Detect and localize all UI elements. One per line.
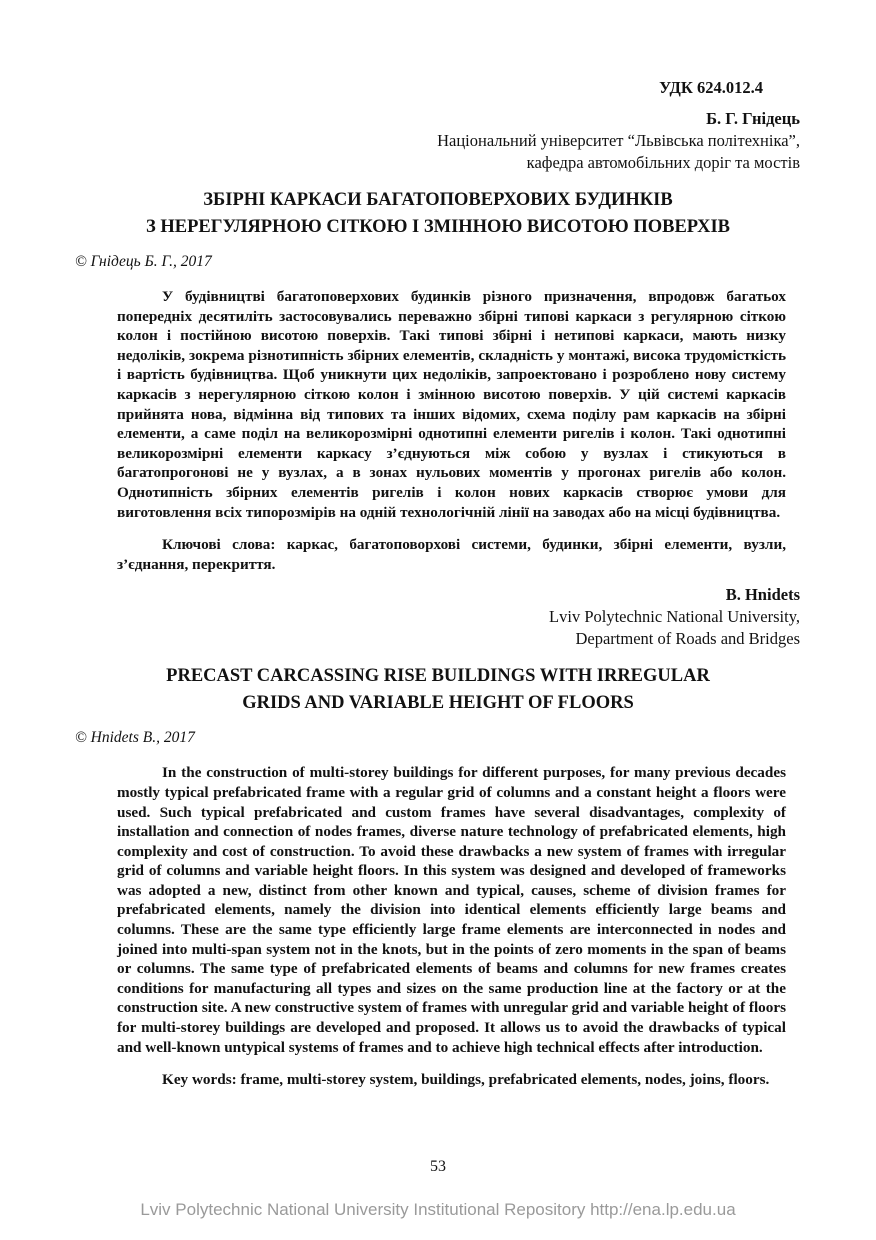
en-author-block: [0, 584, 876, 650]
en-author-name: B. Hnidets: [725, 585, 800, 605]
ua-author-block: [0, 108, 876, 174]
ua-title-line2: З НЕРЕГУЛЯРНОЮ СІТКОЮ І ЗМІННОЮ ВИСОТОЮ ПОВЕРХІВ: [145, 217, 730, 237]
ua-affiliation-line1: Національний університет “Львівська політехніка”,: [437, 131, 800, 150]
page-number: 53: [430, 1158, 446, 1175]
ua-paper-title: [0, 187, 876, 241]
ua-affiliation-line2: кафедра автомобільних доріг та мостів: [526, 153, 800, 172]
en-affiliation-line1: Lviv Polytechnic National University,: [549, 607, 800, 627]
ua-copyright-line: © Гнідець Б. Г., 2017: [75, 253, 212, 270]
en-affiliation-line2: Department of Roads and Bridges: [575, 629, 800, 649]
en-keywords: Key words: frame, multi-storey system, buildings, prefabricated elements, nodes, joins, floors.: [162, 1071, 770, 1089]
ua-abstract: У будівництві багатоповерхових будинків різного призначення, впродовж багатьох попередніх десятиліть застосовувались переважно збірні типові каркаси з регулярною сіткою колон і постійною висотою поверхів. Такі типові збірні і нетипові каркаси, мають низку недоліків, зокрема різнотипність збірних елементів, складність у монтажі, висока трудомісткість і вартість будівництва. Щоб уникнути цих недоліків, запроектовано і розроблено нову систему каркасів з нерегулярною сіткою колон і змінною висотою поверхів. У цій системі каркасів прийнята нова, відмінна від типових та інших відомих, схема поділу рам каркасів на збірні елементи, а саме поділ на великорозмірні однотипні елементи ригелів і колон. Такі однотипні великорозмірні елементи каркасу з’єднуються між собою у вузлах і стикуються в багатопрогонові не у вузлах, а в зонах нульових моментів у прогонах ригелів або колон. Однотипність збірних елементів ригелів і колон нових каркасів створює умови для виготовлення всіх типорозмірів на одній технологічній лінії на заводах або на місці будівництва.: [117, 288, 786, 521]
en-title-line1: PRECAST CARCASSING RISE BUILDINGS WITH IRREGULAR: [166, 666, 710, 687]
en-abstract: In the construction of multi-storey buildings for different purposes, for many previous decades mostly typical prefabricated frame with a regular grid of columns and a constant height a floors were used. Such typical prefabricated and custom frames have several disadvantages, complexity of installation and connection of nodes frames, diverse nature technology of prefabricated elements, high complexity and cost of construction. To avoid these drawbacks a new system of frames with irregular grid of columns and variable height floors. In this system was designed and developed of frameworks was adopted a new, distinct from other known and typical, causes, scheme of division frames for prefabricated elements, namely the division into identical elements efficiently large beams and columns. These are the same type efficiently large frame elements are interconnected in nodes and joined into multi-span system not in the knots, but in the points of zero moments in the span of beams or columns. The same type of prefabricated elements of beams and columns for new frames creates conditions for manufacturing all types and sizes on the same production line at the factory or at the construction site. A new constructive system of frames with unregular grid and variable height of floors for multi-storey buildings are developed and proposed. It allows us to avoid the drawbacks of typical and well-known untypical systems of frames and to achieve high technical effects after introduction.: [117, 764, 786, 1056]
ua-author-name: Б. Г. Гнідець: [706, 109, 800, 128]
en-copyright-line: © Hnidets B., 2017: [75, 729, 195, 747]
ua-title-line1: ЗБІРНІ КАРКАСИ БАГАТОПОВЕРХОВИХ БУДИНКІВ: [203, 190, 673, 210]
udc-number: УДК 624.012.4: [659, 78, 763, 97]
ua-keywords: Ключові слова: каркас, багатоповорхові системи, будинки, збірні елементи, вузли, з’єднання, перекриття.: [117, 536, 786, 573]
en-title-line2: GRIDS AND VARIABLE HEIGHT OF FLOORS: [242, 693, 634, 714]
en-paper-title: [0, 663, 876, 717]
repository-footer-note: Lviv Polytechnic National University Institutional Repository http://ena.lp.edu.ua: [140, 1200, 736, 1219]
